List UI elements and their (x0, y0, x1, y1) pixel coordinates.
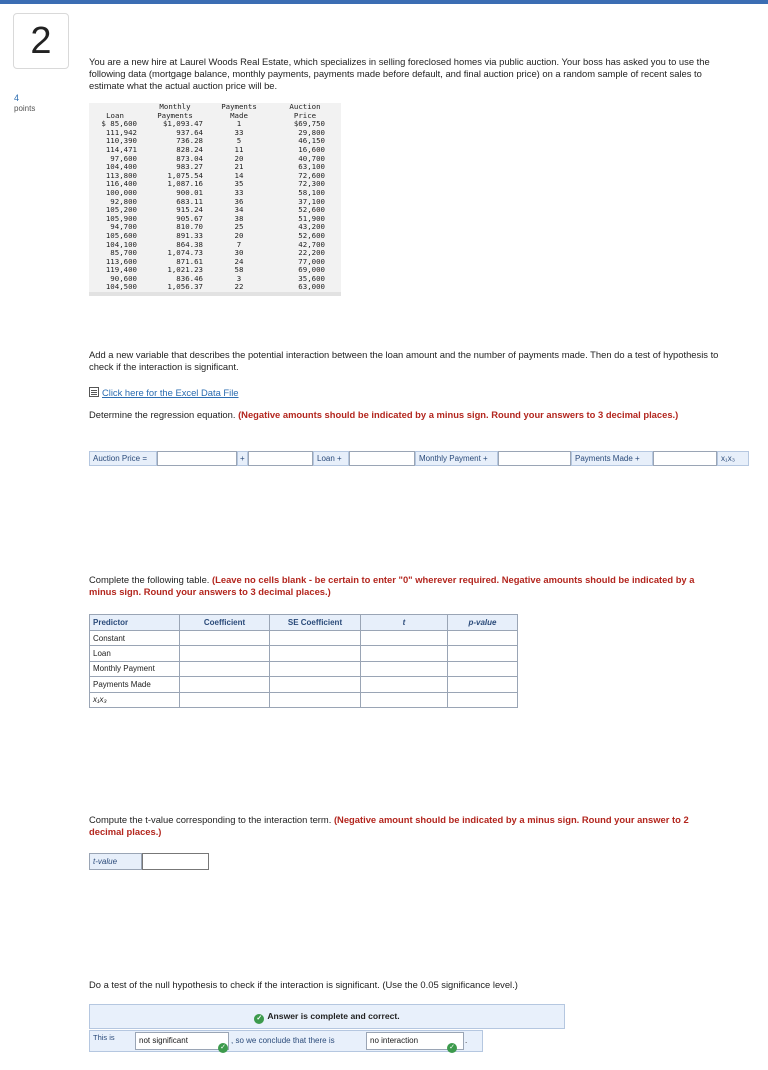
data-cell: 24 (234, 256, 244, 266)
data-cell: 104,100 (105, 239, 137, 249)
data-cell: 35,600 (298, 273, 325, 283)
t-input[interactable] (361, 692, 448, 707)
data-cell: 34 (234, 205, 244, 215)
check-icon: ✓ (447, 1043, 457, 1053)
t-input[interactable] (361, 661, 448, 676)
p-value-header: p-value (448, 615, 518, 631)
t-input[interactable] (361, 631, 448, 646)
data-cell: 937.64 (176, 127, 203, 137)
predictor-constant: Constant (90, 631, 180, 646)
data-table (89, 103, 341, 292)
data-table-header (89, 103, 141, 120)
se-input[interactable] (270, 631, 361, 646)
predictor-loan: Loan (90, 646, 180, 661)
data-cell: 11 (234, 144, 244, 154)
data-cell: 37,100 (298, 196, 325, 206)
tvalue-label: t-value (89, 853, 142, 870)
data-cell: 810.70 (176, 222, 203, 232)
data-cell: 51,900 (298, 213, 325, 223)
data-cell: 1,074.73 (167, 248, 203, 258)
coefficient-input[interactable] (180, 646, 270, 661)
data-table-header (209, 103, 269, 120)
data-cell: 7 (236, 239, 242, 249)
data-cell: 58,100 (298, 187, 325, 197)
coefficient-header: Coefficient (180, 615, 270, 631)
data-cell: 1,056.37 (167, 282, 203, 292)
coefficient-input[interactable] (180, 677, 270, 692)
data-cell: 111,942 (105, 127, 137, 137)
data-cell: 915.24 (176, 205, 203, 215)
data-cell: 69,000 (298, 265, 325, 275)
p-value-input[interactable] (448, 692, 518, 707)
interaction-coef-input[interactable] (653, 451, 717, 466)
data-cell: 100,000 (105, 187, 137, 197)
significance-value: not significant (139, 1036, 188, 1045)
t-header: t (361, 615, 448, 631)
excel-link-label: Click here for the Excel Data File (102, 387, 239, 398)
data-cell: 1,087.16 (167, 179, 203, 189)
data-cell: 43,200 (298, 222, 325, 232)
data-cell: 683.11 (176, 196, 203, 206)
interaction-label: x₁x₃ (717, 451, 749, 466)
data-cell: 828.24 (176, 144, 203, 154)
header-line: Payments (157, 110, 193, 120)
banner-text: Answer is complete and correct. (267, 1011, 400, 1021)
data-cell: 85,700 (110, 248, 137, 258)
table-row (90, 631, 518, 646)
answer-prefix: This is (93, 1033, 115, 1042)
table-prompt-text: Complete the following table. (89, 574, 210, 585)
check-icon: ✓ (254, 1014, 264, 1024)
data-cell: 736.28 (176, 136, 203, 146)
data-cell: 105,200 (105, 205, 137, 215)
data-cell: 105,600 (105, 230, 137, 240)
data-cell: 105,900 (105, 213, 137, 223)
significance-check (218, 1036, 230, 1056)
predictor-header: Predictor (90, 615, 180, 631)
predictor-payments-made: Payments Made (90, 677, 180, 692)
data-cell: 864.38 (176, 239, 203, 249)
question-number: 2 (13, 13, 69, 69)
header-line: Made (230, 110, 248, 120)
se-coefficient-header: SE Coefficient (270, 615, 361, 631)
coefficient-table (89, 614, 518, 708)
interaction-instructions: Add a new variable that describes the potential interaction between the loan amount and the number of payments made. Then do a test of hypothesis to check if the interaction is significant. (89, 349, 719, 372)
regression-prompt-text: Determine the regression equation. (89, 409, 236, 420)
answer-middle-text: , so we conclude that there is (231, 1036, 335, 1045)
table-row (90, 692, 518, 707)
data-cell: 33 (234, 127, 244, 137)
check-icon: ✓ (218, 1043, 228, 1053)
se-input[interactable] (270, 677, 361, 692)
data-cell: 1,021.23 (167, 265, 203, 275)
header-line: Payments (221, 102, 257, 111)
regression-note: (Negative amounts should be indicated by a minus sign. Round your answers to 3 decimal places.) (238, 409, 679, 420)
se-input[interactable] (270, 692, 361, 707)
data-cell: 16,600 (298, 144, 325, 154)
significance-select[interactable] (135, 1032, 229, 1050)
p-value-input[interactable] (448, 631, 518, 646)
data-cell: 836.46 (176, 273, 203, 283)
data-cell: 63,100 (298, 162, 325, 172)
p-value-input[interactable] (448, 677, 518, 692)
table-row (90, 677, 518, 692)
data-cell: 873.04 (176, 153, 203, 163)
payments-coef-input[interactable] (498, 451, 571, 466)
data-cell: 40,700 (298, 153, 325, 163)
loan-coef-input[interactable] (248, 451, 313, 466)
data-cell: 1,075.54 (167, 170, 203, 180)
tvalue-note: (Negative amount should be indicated by a minus sign. Round your answer to 2 decimal places.) (89, 814, 689, 837)
monthly-payment-label: Monthly Payment + (415, 451, 498, 466)
data-cell: 36 (234, 196, 244, 206)
header-line: Loan (106, 110, 124, 120)
data-cell: 22 (234, 282, 244, 292)
auction-price-label: Auction Price = (89, 451, 157, 466)
tvalue-input[interactable] (142, 853, 209, 870)
data-cell: 14 (234, 170, 244, 180)
file-icon (89, 387, 99, 397)
top-accent-bar (0, 0, 768, 4)
interaction-check (447, 1036, 459, 1056)
data-cell: 113,600 (105, 256, 137, 266)
data-cell: 46,150 (298, 136, 325, 146)
tvalue-prompt (89, 814, 709, 838)
data-cell: 5 (236, 136, 242, 146)
data-cell: 90,600 (110, 273, 137, 283)
data-cell: 29,800 (298, 127, 325, 137)
answer-status-banner (89, 1004, 565, 1029)
data-cell: $1,093.47 (162, 119, 203, 129)
t-input[interactable] (361, 677, 448, 692)
data-cell: 42,700 (298, 239, 325, 249)
data-cell: 97,600 (110, 153, 137, 163)
data-cell: 52,600 (298, 230, 325, 240)
data-cell: 20 (234, 153, 244, 163)
header-line: Monthly (159, 102, 191, 111)
data-cell: 1 (236, 119, 242, 129)
data-cell: 72,300 (298, 179, 325, 189)
se-input[interactable] (270, 661, 361, 676)
payments-made-label: Payments Made + (571, 451, 653, 466)
header-line: Auction (289, 102, 321, 111)
answer-suffix: . (465, 1036, 468, 1045)
regression-prompt (89, 409, 709, 421)
header-line: Price (293, 110, 317, 120)
excel-data-link[interactable] (89, 387, 239, 398)
coefficient-input[interactable] (180, 631, 270, 646)
table-row (90, 646, 518, 661)
data-cell: 871.61 (176, 256, 203, 266)
data-cell: 35 (234, 179, 244, 189)
data-cell: 891.33 (176, 230, 203, 240)
data-cell: 905.67 (176, 213, 203, 223)
coefficient-input[interactable] (180, 692, 270, 707)
data-cell: 33 (234, 187, 244, 197)
data-cell: 110,390 (105, 136, 137, 146)
loan-label: Loan + (313, 451, 349, 466)
answer-row (89, 1030, 483, 1052)
data-cell: 63,000 (298, 282, 325, 292)
p-value-input[interactable] (448, 646, 518, 661)
table-note: (Leave no cells blank - be certain to enter "0" wherever required. Negative amounts should be indicated by a minus sign. Round your answers to 3 decimal places.) (89, 574, 695, 597)
data-cell: 25 (234, 222, 244, 232)
data-cell: 114,471 (105, 144, 137, 154)
data-cell: 900.01 (176, 187, 203, 197)
data-cell: 94,700 (110, 222, 137, 232)
data-cell: 113,800 (105, 170, 137, 180)
monthly-coef-input[interactable] (349, 451, 415, 466)
data-table-header (269, 103, 341, 120)
data-cell: 21 (234, 162, 244, 172)
plus-label: + (237, 451, 248, 466)
data-cell: 58 (234, 265, 244, 275)
data-cell: 92,800 (110, 196, 137, 206)
table-row (90, 661, 518, 676)
data-cell: 119,400 (105, 265, 137, 275)
points-value: 4 (14, 93, 20, 103)
data-table-header (141, 103, 209, 120)
data-cell: 20 (234, 230, 244, 240)
data-cell: 77,000 (298, 256, 325, 266)
data-cell: $ 85,600 (101, 119, 137, 129)
data-cell: 38 (234, 213, 244, 223)
data-cell: 116,400 (105, 179, 137, 189)
data-cell: 104,400 (105, 162, 137, 172)
data-cell: 72,600 (298, 170, 325, 180)
data-table-container (89, 103, 341, 296)
table-prompt (89, 574, 709, 598)
se-input[interactable] (270, 646, 361, 661)
data-cell: 983.27 (176, 162, 203, 172)
test-prompt: Do a test of the null hypothesis to check if the interaction is significant. (Use the 0.05 significance level.) (89, 979, 518, 990)
data-cell: 104,500 (105, 282, 137, 292)
predictor-monthly-payment: Monthly Payment (90, 661, 180, 676)
coefficient-input[interactable] (180, 661, 270, 676)
data-cell: 30 (234, 248, 244, 258)
data-cell: $69,750 (293, 119, 325, 129)
data-table-row (89, 283, 341, 292)
intro-text: You are a new hire at Laurel Woods Real Estate, which specializes in selling foreclosed homes via public auction. Your boss has asked you to use the following data (mortgage balance, monthly payments, payments made before default, and final auction price) on a random sample of recent sales to estimate what the actual auction price will be. (89, 56, 710, 91)
p-value-input[interactable] (448, 661, 518, 676)
data-cell: 3 (236, 273, 242, 283)
tvalue-prompt-text: Compute the t-value corresponding to the interaction term. (89, 814, 332, 825)
t-input[interactable] (361, 646, 448, 661)
constant-input[interactable] (157, 451, 237, 466)
data-cell: 52,600 (298, 205, 325, 215)
interaction-value: no interaction (370, 1036, 419, 1045)
data-cell: 22,200 (298, 248, 325, 258)
predictor-interaction: x₁x₃ (90, 692, 180, 707)
points-label: points (14, 104, 36, 113)
